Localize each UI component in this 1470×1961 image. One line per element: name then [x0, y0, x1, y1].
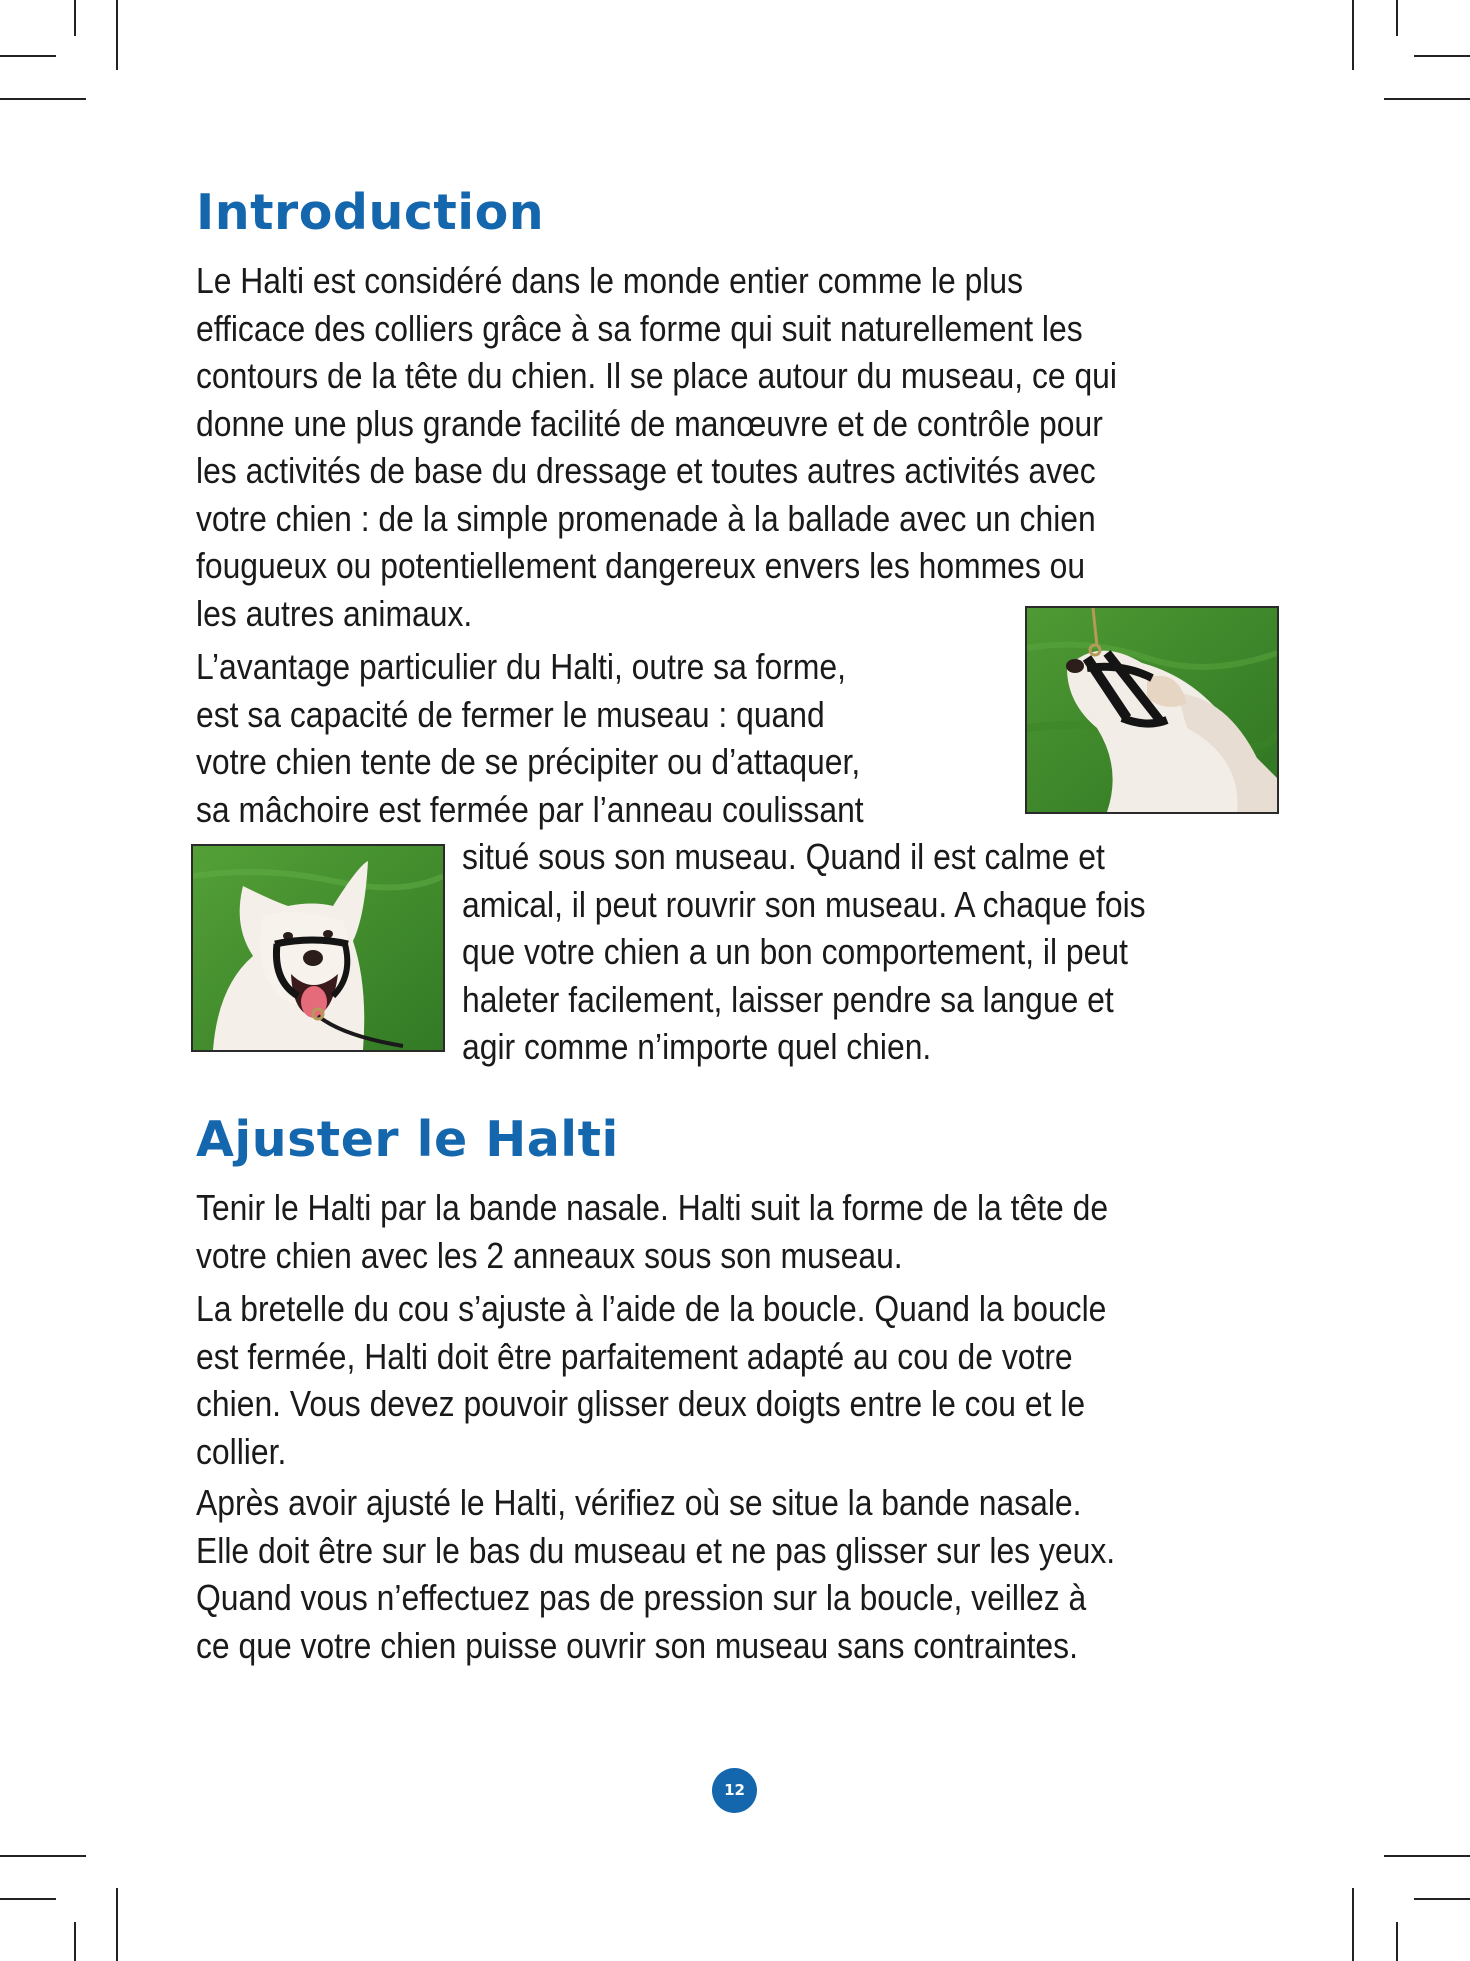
text-line: les autres animaux. [196, 592, 473, 634]
text-line: contours de la tête du chien. Il se place autour du museau, ce qui [196, 355, 1117, 396]
text-line: donne une plus grande facilité de manœuvre et de contrôle pour [196, 402, 1103, 444]
intro-heading: Introduction [196, 184, 545, 241]
text-line: collier. [196, 1430, 287, 1472]
intro-paragraph-1 [196, 257, 1117, 637]
text-line: efficace des colliers grâce à sa forme qui suit naturellement les [196, 307, 1083, 349]
crop-mark [1352, 0, 1354, 70]
crop-mark [0, 1898, 56, 1900]
text-line: L’avantage particulier du Halti, outre sa forme, [196, 646, 846, 687]
page-number-badge: 12 [712, 1768, 757, 1813]
crop-mark [1384, 1855, 1470, 1857]
crop-mark [0, 55, 56, 57]
text-line: ce que votre chien puisse ouvrir son museau sans contraintes. [196, 1624, 1078, 1666]
text-line: amical, il peut rouvrir son museau. A chaque fois [462, 883, 1146, 925]
crop-mark [116, 0, 118, 70]
text-line: situé sous son museau. Quand il est calme et [462, 836, 1105, 877]
intro-paragraph-2-top [196, 643, 864, 833]
text-line: Après avoir ajusté le Halti, vérifiez où se situe la bande nasale. [196, 1482, 1082, 1523]
dog-photo-head-up [1025, 606, 1279, 814]
adjust-paragraph-2 [196, 1285, 1106, 1475]
crop-mark [0, 98, 86, 100]
adjust-heading: Ajuster le Halti [196, 1111, 619, 1168]
text-line: votre chien : de la simple promenade à la ballade avec un chien [196, 497, 1096, 539]
crop-mark [1396, 0, 1398, 36]
text-line: Le Halti est considéré dans le monde entier comme le plus [196, 260, 1024, 301]
crop-mark [1414, 55, 1470, 57]
intro-paragraph-2-bottom [462, 833, 1146, 1071]
text-line: Elle doit être sur le bas du museau et ne pas glisser sur les yeux. [196, 1529, 1116, 1571]
dog-photo-mouth-open [191, 844, 445, 1052]
crop-mark [0, 1855, 86, 1857]
text-line: haleter facilement, laisser pendre sa langue et [462, 978, 1114, 1020]
crop-mark [1384, 98, 1470, 100]
adjust-paragraph-3 [196, 1479, 1115, 1669]
text-line: votre chien tente de se précipiter ou d’attaquer, [196, 741, 861, 782]
crop-mark [74, 1922, 76, 1961]
crop-mark [1414, 1898, 1470, 1900]
crop-mark [74, 0, 76, 36]
text-line: que votre chien a un bon comportement, il peut [462, 931, 1128, 972]
text-line: La bretelle du cou s’ajuste à l’aide de la boucle. Quand la boucle [196, 1288, 1107, 1329]
text-line: est sa capacité de fermer le museau : quand [196, 693, 825, 735]
adjust-paragraph-1 [196, 1184, 1108, 1279]
text-line: est fermée, Halti doit être parfaitement adapté au cou de votre [196, 1335, 1073, 1377]
crop-mark [1352, 1888, 1354, 1961]
text-line: Quand vous n’effectuez pas de pression sur la boucle, veillez à [196, 1577, 1087, 1618]
text-line: Tenir le Halti par la bande nasale. Halti suit la forme de la tête de [196, 1187, 1109, 1228]
crop-mark [116, 1888, 118, 1961]
dog-mouth-open-image [193, 846, 443, 1050]
crop-mark [1396, 1922, 1398, 1961]
text-line: fougueux ou potentiellement dangereux envers les hommes ou [196, 545, 1086, 586]
text-line: agir comme n’importe quel chien. [462, 1026, 932, 1067]
text-line: votre chien avec les 2 anneaux sous son museau. [196, 1234, 903, 1276]
text-line: les activités de base du dressage et toutes autres activités avec [196, 450, 1096, 491]
text-line: chien. Vous devez pouvoir glisser deux doigts entre le cou et le [196, 1383, 1086, 1424]
text-line: sa mâchoire est fermée par l’anneau coulissant [196, 788, 864, 830]
dog-head-up-image [1027, 608, 1277, 812]
